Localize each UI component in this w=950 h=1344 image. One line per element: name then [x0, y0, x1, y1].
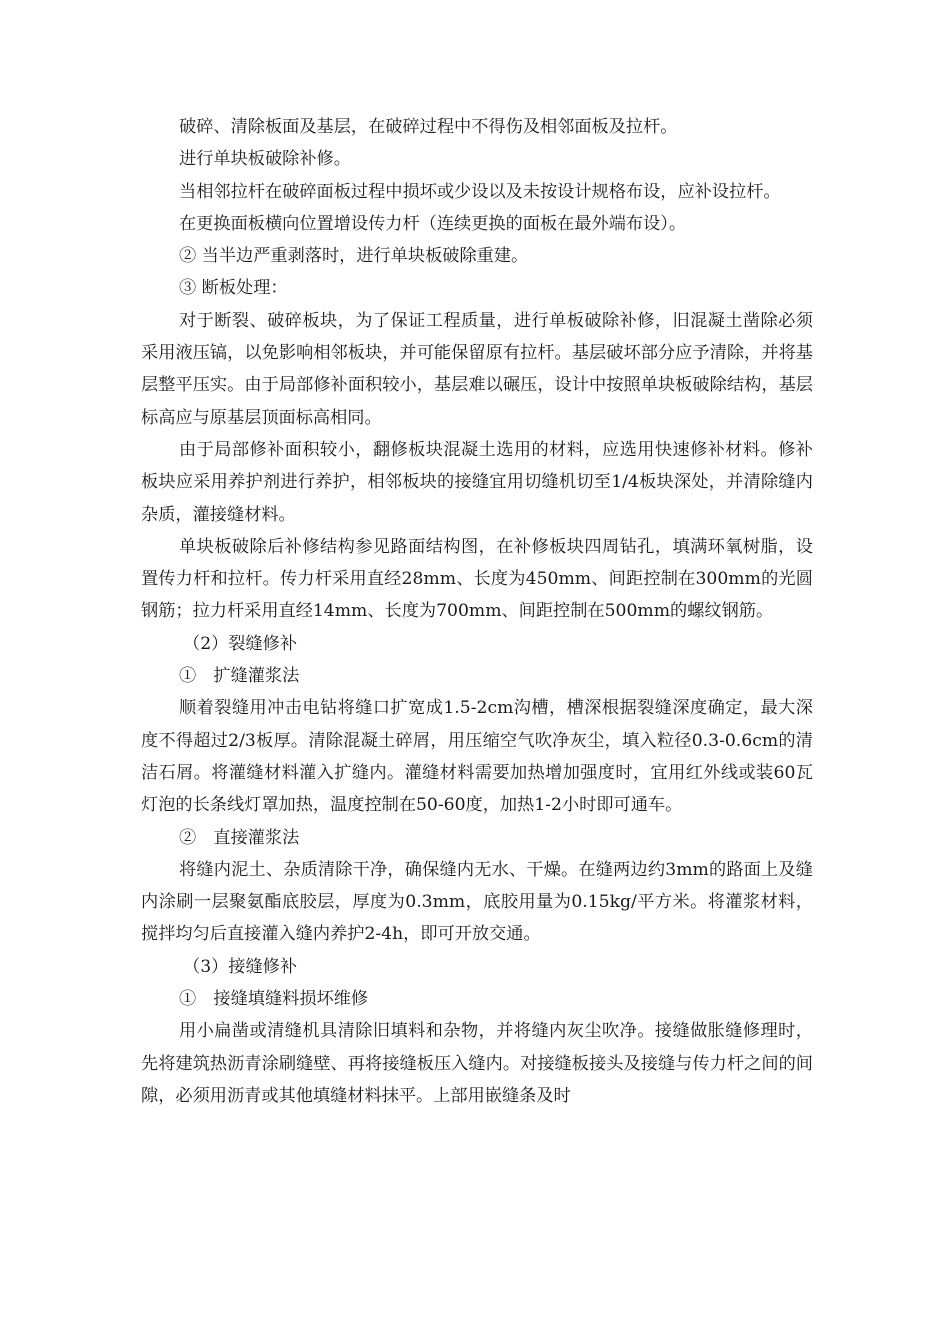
paragraph-text: 将缝内泥土、杂质清除干净，确保缝内无水、干燥。在缝两边约3mm的路面上及缝内涂刷一层聚氨酯底胶层，厚度为0.3mm，底胶用量为0.15kg/平方米。将灌浆材料，搅拌均匀后直接灌入缝内养护2-4h，即可开放交通。 [141, 859, 813, 945]
section-heading: （2）裂缝修补 [183, 633, 298, 654]
section-heading: （3）接缝修补 [183, 956, 298, 977]
paragraph-text: 单块板破除后补修结构参见路面结构图，在补修板块四周钻孔，填满环氧树脂，设置传力杆和拉杆。传力杆采用直经28mm、长度为450mm、间距控制在300mm的光圆钢筋；拉力杆采用直经14mm、长度为700mm、间距控制在500mm的螺纹钢筋。 [141, 536, 813, 622]
list-item-text: ② 当半边严重剥落时，进行单块板破除重建。 [179, 246, 529, 267]
document-body [141, 111, 813, 1112]
paragraph-text: 在更换面板横向位置增设传力杆（连续更换的面板在最外端布设）。 [179, 213, 687, 234]
paragraph-text: 进行单块板破除补修。 [179, 149, 351, 170]
paragraph-text: 对于断裂、破碎板块，为了保证工程质量，进行单板破除补修，旧混凝土凿除必须采用液压镐，以免影响相邻板块，并可能保留原有拉杆。基层破坏部分应予清除，并将基层整平压实。由于局部修补面积较小，基层难以碾压，设计中按照单块板破除结构，基层标高应与原基层顶面标高相同。 [141, 310, 813, 428]
list-item-text: ③ 断板处理： [179, 278, 288, 299]
paragraph-text: 由于局部修补面积较小，翻修板块混凝土选用的材料，应选用快速修补材料。修补板块应采用养护剂进行养护，相邻板块的接缝宜用切缝机切至1/4板块深处，并清除缝内杂质，灌接缝材料。 [141, 439, 813, 525]
subsection-heading: ① 扩缝灌浆法 [179, 666, 300, 687]
paragraph-text: 用小扁凿或清缝机具清除旧填料和杂物，并将缝内灰尘吹净。接缝做胀缝修理时，先将建筑热沥青涂刷缝壁、再将接缝板压入缝内。对接缝板接头及接缝与传力杆之间的间隙，必须用沥青或其他填缝材料抹平。上部用嵌缝条及时 [141, 1021, 813, 1106]
subsection-heading: ① 接缝填缝料损坏维修 [179, 989, 369, 1010]
paragraph-text: 破碎、清除板面及基层，在破碎过程中不得伤及相邻面板及拉杆。 [179, 117, 678, 137]
subsection-heading: ② 直接灌浆法 [179, 827, 300, 848]
paragraph-text: 当相邻拉杆在破碎面板过程中损坏或少设以及未按设计规格布设，应补设拉杆。 [179, 181, 781, 202]
paragraph-text: 顺着裂缝用冲击电钻将缝口扩宽成1.5-2cm沟槽，槽深根据裂缝深度确定，最大深度不得超过2/3板厚。清除混凝土碎屑，用压缩空气吹净灰尘，填入粒径0.3-0.6cm的清洁石屑。将灌缝材料灌入扩缝内。灌缝材料需要加热增加强度时，宜用红外线或装60瓦灯泡的长条线灯罩加热，温度控制在50-60度，加热1-2小时即可通车。 [141, 698, 813, 816]
